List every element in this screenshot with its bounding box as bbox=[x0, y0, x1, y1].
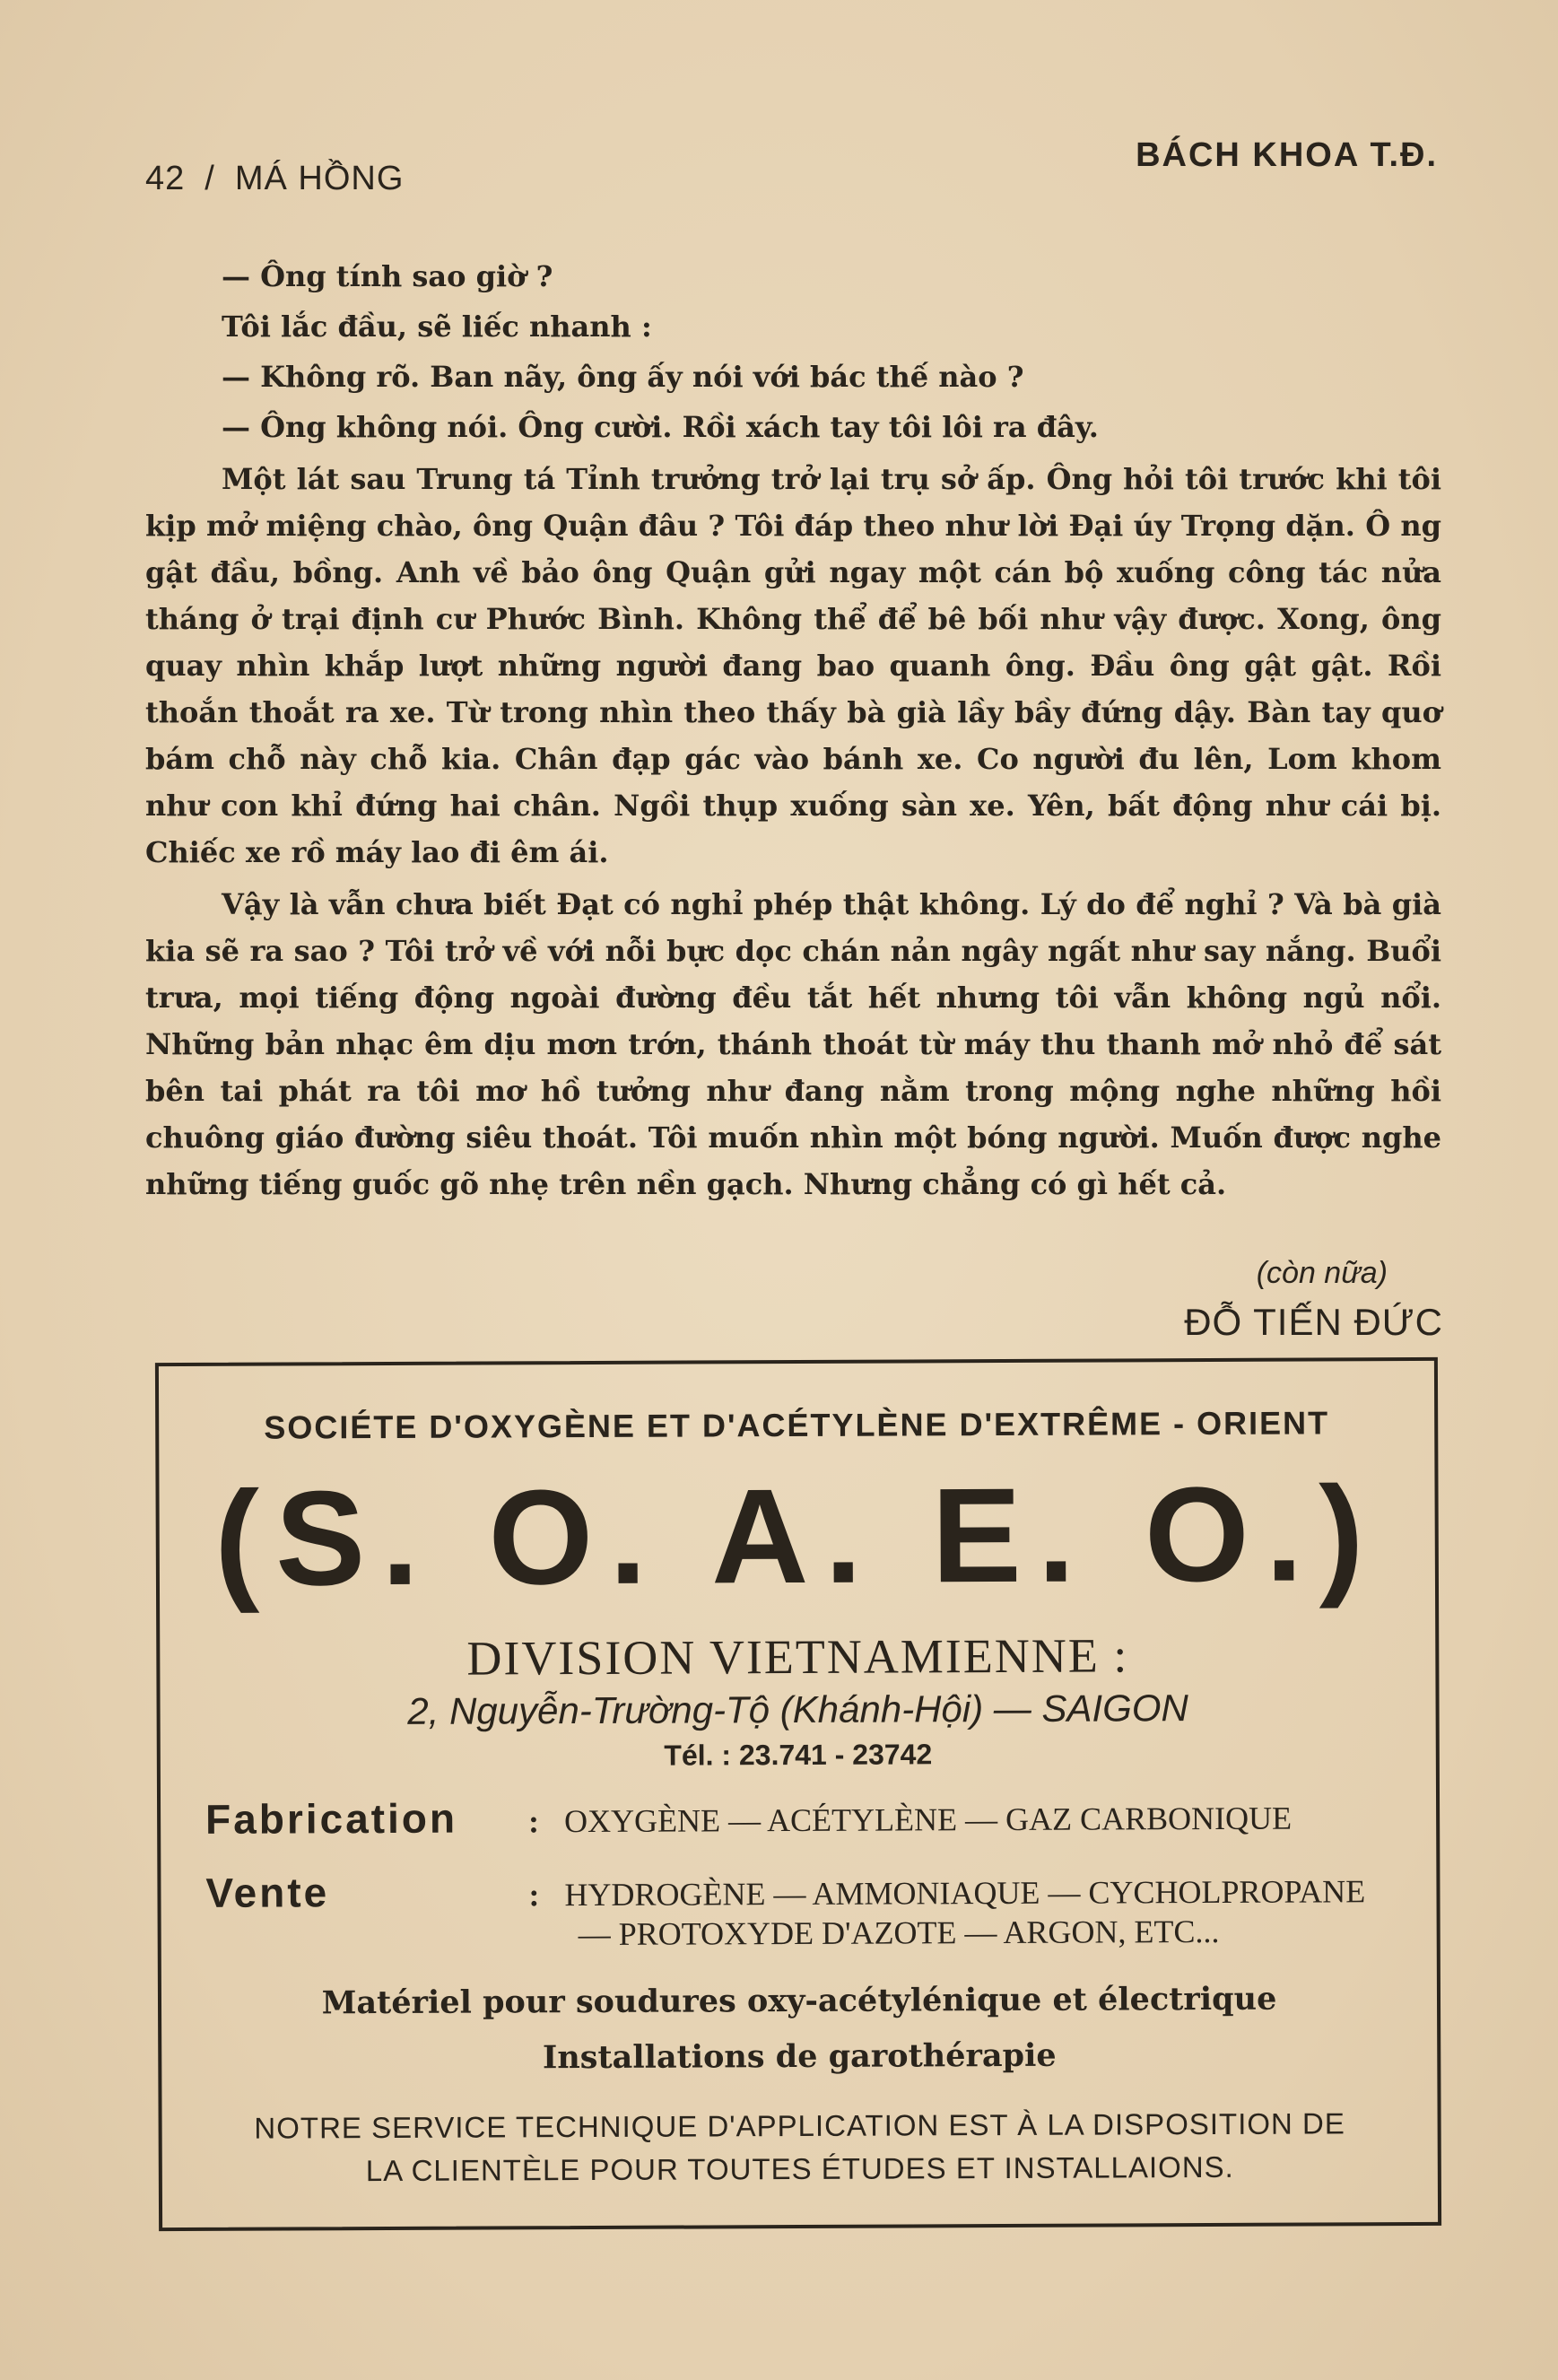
ad-notice-line: NOTRE SERVICE TECHNIQUE D'APPLICATION EST À LA DISPOSITION DE bbox=[254, 2106, 1345, 2145]
dialog-line: — Ông không nói. Ông cười. Rồi xách tay tôi lôi ra đây. bbox=[222, 410, 1099, 444]
ad-service-notice bbox=[162, 2102, 1438, 2193]
ad-colon: : bbox=[528, 1877, 540, 1914]
paragraph: Một lát sau Trung tá Tỉnh trưởng trở lại trụ sở ấp. Ông hỏi tôi trước khi tôi kịp mở miệng chào, ông Quận đâu ? Tôi đáp theo như lời Đại úy Trọng dặn. Ô ng gật đầu, bồng. Anh về bảo ông Quận gửi ngay một cán bộ xuống công tác nửa tháng ở trại định cư Phước Bình. Không thể để bê bối như vậy được. Xong, ông quay nhìn khắp lượt những người đang bao quanh ông. Đầu ông gật gật. Rồi thoắn thoắt ra xe. Từ trong nhìn theo thấy bà già lầy bầy đứng dậy. Bàn tay quơ bám chỗ này chỗ kia. Chân đạp gác vào bánh xe. Co người đu lên, Lom khom như con khỉ đứng hai chân. Ngồi thụp xuống sàn xe. Yên, bất động như cái bị. Chiếc xe rồ máy lao đi êm ái. bbox=[145, 462, 1441, 869]
ad-fabrication-label: Fabrication bbox=[205, 1794, 458, 1843]
ad-notice-line: LA CLIENTÈLE POUR TOUTES ÉTUDES ET INSTALLAIONS. bbox=[365, 2149, 1234, 2188]
author-byline: ĐỖ TIẾN ĐỨC bbox=[1184, 1301, 1443, 1343]
ad-logo: (S. O. A. E. O.) bbox=[213, 1458, 1380, 1614]
publication-name: BÁCH KHOA T.Đ. bbox=[1136, 136, 1438, 174]
ad-vente-label: Vente bbox=[205, 1869, 330, 1916]
paragraph: Vậy là vẫn chưa biết Đạt có nghỉ phép thật không. Lý do để nghỉ ? Và bà già kia sẽ ra sao ? Tôi trở về với nỗi bực dọc chán nản ngây ngất như say nắng. Buổi trưa, mọi tiếng động ngoài đường đều tắt hết nhưng tôi vẫn không ngủ nổi. Những bản nhạc êm dịu mơn trớn, thánh thoát từ máy thu thanh mở nhỏ để sát bên tai phát ra tôi mơ hồ tưởng như đang nằm trong mộng nghe những hồi chuông giáo đường siêu thoát. Tôi muốn nhìn một bóng người. Muốn được nghe những tiếng guốc gõ nhẹ trên nền gạch. Nhưng chẳng có gì hết cả. bbox=[145, 887, 1441, 1201]
running-title: MÁ HỒNG bbox=[234, 160, 405, 197]
ad-company-name: SOCIÉTE D'OXYGÈNE ET D'ACÉTYLÈNE D'EXTRÊME - ORIENT bbox=[264, 1404, 1330, 1446]
dialog-line: — Không rõ. Ban nãy, ông ấy nói với bác thế nào ? bbox=[222, 360, 1024, 394]
article-body bbox=[145, 253, 1441, 1207]
ad-vente-items-continued: — PROTOXYDE D'AZOTE — ARGON, ETC... bbox=[578, 1913, 1220, 1953]
ad-division: DIVISION VIETNAMIENNE : bbox=[466, 1628, 1129, 1686]
dialog-line: Tôi lắc đầu, sẽ liếc nhanh : bbox=[222, 309, 652, 344]
ad-colon: : bbox=[528, 1803, 540, 1840]
ad-phone: Tél. : 23.741 - 23742 bbox=[664, 1738, 933, 1772]
page-header-left bbox=[145, 160, 404, 198]
dialog-line: — Ông tính sao giờ ? bbox=[222, 259, 553, 293]
ad-installations-line: Installations de garothérapie bbox=[542, 2036, 1057, 2077]
ad-vente-items: HYDROGÈNE — AMMONIAQUE — CYCHOLPROPANE bbox=[564, 1873, 1366, 1914]
advertisement-box bbox=[155, 1357, 1441, 2231]
ad-fabrication-items: OXYGÈNE — ACÉTYLÈNE — GAZ CARBONIQUE bbox=[564, 1800, 1293, 1840]
ad-vente-row bbox=[205, 1863, 1365, 1917]
page-number: 42 bbox=[145, 160, 186, 197]
continued-note: (còn nữa) bbox=[1256, 1256, 1388, 1290]
header-separator: / bbox=[205, 160, 215, 197]
ad-address: 2, Nguyễn-Trường-Tộ (Khánh-Hội) — SAIGON bbox=[407, 1687, 1188, 1732]
ad-materiel-line: Matériel pour soudures oxy-acétylénique et électrique bbox=[321, 1980, 1277, 2022]
ad-fabrication-row bbox=[205, 1791, 1292, 1844]
